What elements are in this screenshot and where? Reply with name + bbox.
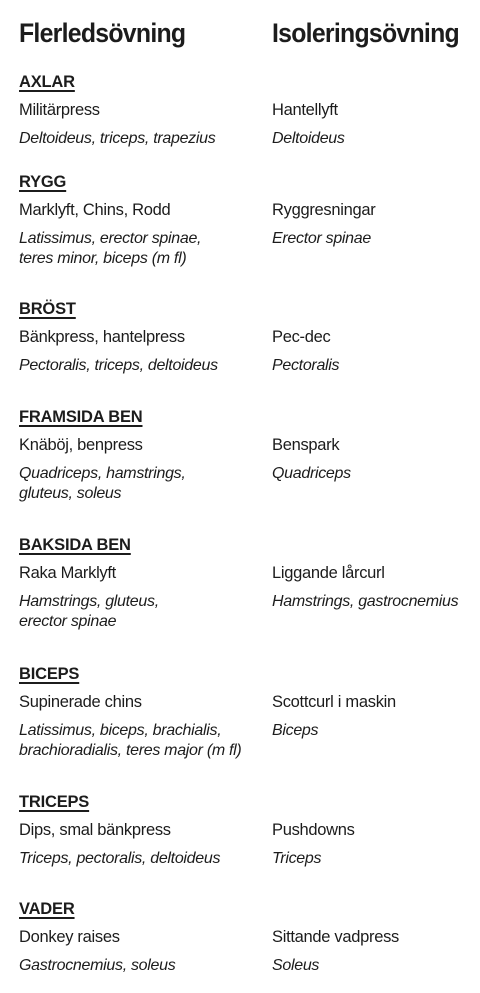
compound-muscles — [19, 464, 186, 504]
muscle-line: Hamstrings, gluteus, — [19, 593, 159, 610]
isolation-muscles — [272, 229, 371, 249]
isolation-exercise-name: Scottcurl i maskin — [272, 693, 396, 711]
isolation-exercise-name: Benspark — [272, 436, 340, 454]
isolation-exercise-name: Hantellyft — [272, 101, 338, 119]
category-heading: BAKSIDA BEN — [19, 536, 131, 554]
muscle-line: Biceps — [272, 722, 319, 739]
isolation-exercise-name: Pushdowns — [272, 821, 355, 839]
category-heading: TRICEPS — [19, 793, 90, 811]
muscle-line: Gastrocnemius, soleus — [19, 957, 176, 974]
isolation-muscles — [272, 721, 318, 741]
compound-exercise-name: Dips, smal bänkpress — [19, 821, 171, 839]
muscle-line: gluteus, soleus — [19, 485, 122, 502]
compound-muscles — [19, 849, 220, 869]
isolation-muscles — [272, 356, 339, 376]
muscle-line: brachioradialis, teres major (m fl) — [19, 742, 242, 759]
compound-muscles — [19, 129, 215, 149]
compound-exercise-name: Raka Marklyft — [19, 564, 116, 582]
compound-muscles — [19, 229, 201, 269]
muscle-line: Hamstrings, gastrocnemius — [272, 593, 459, 610]
compound-exercise-name: Knäböj, benpress — [19, 436, 143, 454]
compound-column-header: Flerledsövning — [19, 18, 186, 48]
muscle-line: teres minor, biceps (m fl) — [19, 250, 187, 267]
category-heading: BICEPS — [19, 665, 80, 683]
compound-exercise-name: Marklyft, Chins, Rodd — [19, 201, 171, 219]
category-heading: BRÖST — [19, 300, 76, 318]
isolation-exercise-name: Ryggresningar — [272, 201, 376, 219]
compound-muscles — [19, 721, 241, 761]
compound-exercise-name: Supinerade chins — [19, 693, 142, 711]
compound-exercise-name: Donkey raises — [19, 928, 120, 946]
compound-muscles — [19, 956, 175, 976]
isolation-muscles — [272, 592, 458, 612]
muscle-line: Pectoralis — [272, 357, 340, 374]
muscle-line: erector spinae — [19, 613, 117, 630]
isolation-exercise-name: Sittande vadpress — [272, 928, 399, 946]
category-heading: FRAMSIDA BEN — [19, 408, 143, 426]
muscle-line: Deltoideus, triceps, trapezius — [19, 130, 216, 147]
isolation-column-header: Isoleringsövning — [272, 18, 459, 48]
muscle-line: Quadriceps — [272, 465, 351, 482]
muscle-line: Latissimus, biceps, brachialis, — [19, 722, 222, 739]
muscle-line: Pectoralis, triceps, deltoideus — [19, 357, 218, 374]
category-heading: VADER — [19, 900, 75, 918]
muscle-line: Latissimus, erector spinae, — [19, 230, 202, 247]
muscle-line: Deltoideus — [272, 130, 345, 147]
category-heading: RYGG — [19, 173, 67, 191]
muscle-line: Quadriceps, hamstrings, — [19, 465, 186, 482]
muscle-line: Triceps, pectoralis, deltoideus — [19, 850, 221, 867]
muscle-line: Erector spinae — [272, 230, 371, 247]
muscle-line: Triceps — [272, 850, 322, 867]
isolation-exercise-name: Liggande lårcurl — [272, 564, 385, 582]
compound-exercise-name: Militärpress — [19, 101, 100, 119]
compound-muscles — [19, 592, 159, 632]
isolation-exercise-name: Pec-dec — [272, 328, 331, 346]
isolation-muscles — [272, 956, 319, 976]
compound-exercise-name: Bänkpress, hantelpress — [19, 328, 185, 346]
isolation-muscles — [272, 849, 321, 869]
muscle-line: Soleus — [272, 957, 320, 974]
category-heading: AXLAR — [19, 73, 75, 91]
isolation-muscles — [272, 464, 351, 484]
isolation-muscles — [272, 129, 345, 149]
compound-muscles — [19, 356, 218, 376]
